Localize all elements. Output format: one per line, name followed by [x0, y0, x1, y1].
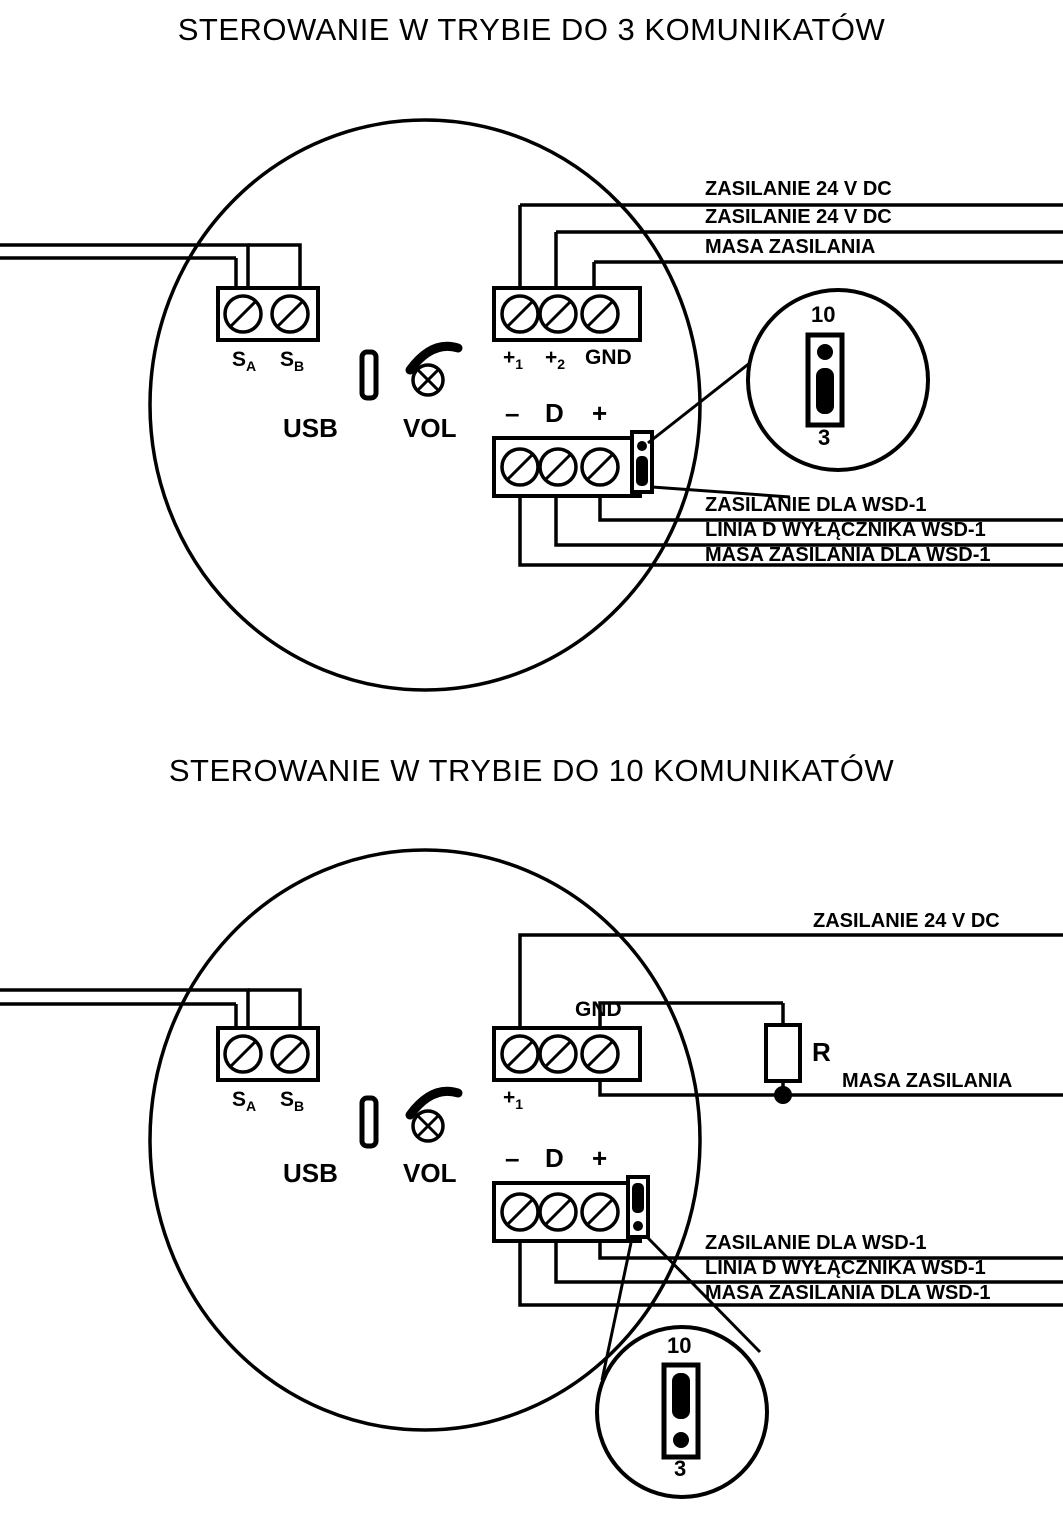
label-plus2-top: $+_2$ — [545, 346, 566, 373]
terminal-block-power — [494, 1028, 640, 1080]
board-graphic-bottom — [0, 740, 1063, 1519]
label-plus1-bottom: $+_1$ — [503, 1086, 524, 1113]
wire-label-top-3: ZASILANIE DLA WSD-1 — [705, 494, 927, 516]
label-minus-top: – — [505, 398, 520, 428]
panel-title-top: STEROWANIE W TRYBIE DO 3 KOMUNIKATÓW — [177, 12, 886, 47]
wire-label-top-4: LINIA D WYŁĄCZNIKA WSD-1 — [705, 519, 986, 541]
label-sb-bottom: $S_B$ — [280, 1088, 305, 1115]
terminal-block-sa-sb — [218, 288, 318, 340]
wire-label-bottom-4: MASA ZASILANIA DLA WSD-1 — [705, 1282, 991, 1304]
label-plus1-top: $+_1$ — [503, 346, 524, 373]
terminal-block-data — [494, 1177, 648, 1241]
label-usb-top: USB — [283, 413, 338, 443]
label-usb-bottom: USB — [283, 1158, 338, 1188]
label-sa-bottom: $S_A$ — [232, 1088, 257, 1115]
wire-label-top-5: MASA ZASILANIA DLA WSD-1 — [705, 544, 991, 566]
jumper-callout-bottom-label-3: 3 — [674, 1456, 687, 1481]
wire-label-bottom-2: ZASILANIE DLA WSD-1 — [705, 1232, 927, 1254]
label-sb-top: $S_B$ — [280, 348, 305, 375]
label-d-bottom: D — [545, 1143, 564, 1173]
label-gnd-top: GND — [585, 346, 632, 369]
wire-label-bottom-1: MASA ZASILANIA — [842, 1070, 1013, 1092]
diagram-panel-3-messages — [0, 0, 1063, 740]
junction-dot — [774, 1086, 792, 1104]
label-vol-top: VOL — [403, 413, 457, 443]
vol-potentiometer — [410, 346, 458, 395]
wire-label-top-2: MASA ZASILANIA — [705, 236, 876, 258]
wire-label-bottom-0: ZASILANIE 24 V DC — [813, 910, 1000, 932]
jumper-callout-bottom-label-10: 10 — [667, 1333, 692, 1358]
vol-potentiometer — [410, 1091, 458, 1141]
jumper-callout-top-label-3: 3 — [818, 425, 831, 450]
panel-title-bottom: STEROWANIE W TRYBIE DO 10 KOMUNIKATÓW — [168, 753, 895, 788]
wire-label-bottom-3: LINIA D WYŁĄCZNIKA WSD-1 — [705, 1257, 986, 1279]
label-plus-top: + — [592, 398, 608, 428]
wire-label-top-0: ZASILANIE 24 V DC — [705, 178, 892, 200]
label-vol-bottom: VOL — [403, 1158, 457, 1188]
terminal-block-data — [494, 432, 652, 496]
usb-connector — [362, 1098, 376, 1146]
board-graphic-top — [0, 0, 1063, 740]
usb-connector — [362, 352, 376, 398]
jumper-callout-top — [748, 290, 928, 470]
jumper-callout-top-label-10: 10 — [811, 302, 836, 327]
terminal-block-power — [494, 288, 640, 340]
label-minus-bottom: – — [505, 1143, 520, 1173]
wire-label-top-1: ZASILANIE 24 V DC — [705, 206, 892, 228]
label-resistor-bottom: R — [812, 1037, 831, 1067]
label-gnd-bottom: GND — [575, 998, 622, 1021]
label-sa-top: $S_A$ — [232, 348, 257, 375]
label-d-top: D — [545, 398, 564, 428]
terminal-block-sa-sb — [218, 1028, 318, 1080]
diagram-panel-10-messages — [0, 740, 1063, 1519]
label-plus-bottom: + — [592, 1143, 608, 1173]
